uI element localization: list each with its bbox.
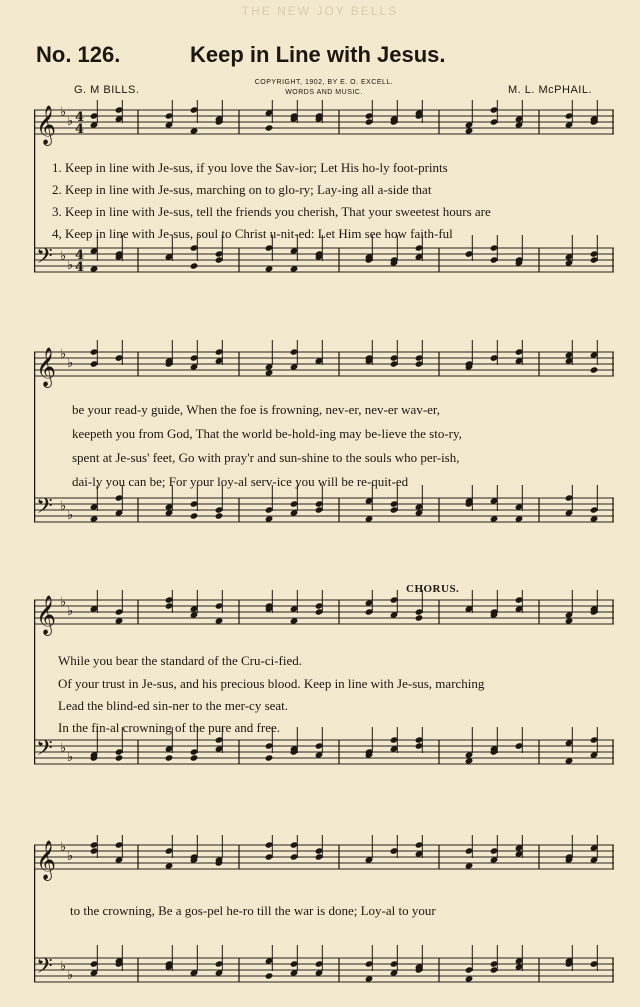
flat-icon: ♭ [67, 258, 74, 273]
lyric-line-verse-2: 2. Keep in line with Je-sus, marching on to glo-ry; Lay-ing all a-side that [52, 182, 432, 197]
bass-clef-icon: 𝄢 [36, 736, 53, 766]
copyright-line: COPYRIGHT, 1902, BY E. O. EXCELL. [254, 79, 394, 86]
flat-icon: ♭ [67, 356, 74, 371]
music-system-4 [34, 835, 614, 1007]
running-header: THE NEW JOY BELLS [241, 4, 399, 18]
note-head [215, 512, 224, 519]
bass-clef-icon: 𝄢 [36, 494, 53, 524]
treble-clef-icon: 𝄞 [36, 347, 57, 387]
flat-icon: ♭ [60, 595, 67, 610]
time-signature: 4 [75, 122, 85, 137]
flat-icon: ♭ [60, 959, 67, 974]
bass-clef-icon: 𝄢 [36, 954, 53, 984]
lyric-line-verse-3: spent at Je-sus' feet, Go with pray'r and sun-shine to the souls who per-ish, [72, 450, 460, 465]
time-signature: 4 [75, 248, 85, 263]
hymn-title: Keep in Line with Jesus. [190, 42, 446, 67]
lyric-line-chorus: to the crowning, Be a gos-pel he-ro till the war is done; Loy-al to your [70, 903, 436, 918]
flat-icon: ♭ [67, 849, 74, 864]
treble-staff [34, 110, 614, 134]
flat-icon: ♭ [60, 840, 67, 855]
flat-icon: ♭ [60, 741, 67, 756]
lyric-line-verse-1: 1. Keep in line with Je-sus, if you love the Sav-ior; Let His ho-ly foot-prints [52, 160, 448, 175]
lyric-line-verse-2: Of your trust in Je-sus, and his precious blood. Keep in line with Je-sus, marching [58, 676, 485, 691]
lyric-line-verse-4: dai-ly you can be; For your loy-al serv-ice you will be re-quit-ed [72, 474, 409, 489]
music-system-3 [34, 583, 614, 800]
time-signature: 4 [75, 110, 85, 125]
lyric-line-verse-1: While you bear the standard of the Cru-ci-fied. [58, 653, 303, 668]
treble-clef-icon: 𝄞 [36, 105, 57, 145]
music-system-1 [34, 100, 614, 310]
flat-icon: ♭ [67, 968, 74, 983]
flat-icon: ♭ [67, 604, 74, 619]
note-head [190, 262, 199, 269]
lyric-line-verse-4: In the fin-al crowning of the pure and free. [58, 720, 280, 735]
note-head [165, 754, 174, 761]
flat-icon: ♭ [60, 105, 67, 120]
time-signature: 4 [75, 260, 85, 275]
treble-staff [34, 845, 614, 869]
chorus-label: CHORUS. [406, 583, 460, 595]
bass-clef-icon: 𝄢 [36, 244, 53, 274]
hymn-number: No. 126. [36, 42, 121, 67]
flat-icon: ♭ [67, 114, 74, 129]
flat-icon: ♭ [67, 750, 74, 765]
copyright-subline: WORDS AND MUSIC. [285, 89, 363, 96]
bass-staff [34, 498, 614, 522]
note-head [265, 754, 274, 761]
system-3-notation [34, 590, 614, 800]
note-head [590, 366, 599, 373]
flat-icon: ♭ [60, 499, 67, 514]
lyric-line-verse-4: 4, Keep in line with Je-sus, soul to Christ u-nit-ed: Let Him see how faith-ful [52, 226, 453, 241]
flat-icon: ♭ [60, 347, 67, 362]
lyric-line-verse-1: be your read-y guide, When the foe is frowning, nev-er, nev-er wav-er, [72, 402, 440, 417]
note-head [265, 124, 274, 131]
flat-icon: ♭ [60, 249, 67, 264]
music-system-2 [34, 340, 614, 560]
treble-clef-icon: 𝄞 [36, 595, 57, 635]
lyric-line-verse-3: 3. Keep in line with Je-sus, tell the friends you cherish, That your sweetest hours are [52, 204, 491, 219]
note-head [265, 972, 274, 979]
system-4-notation [34, 835, 614, 1007]
copyright-notice [236, 78, 412, 98]
lyric-line-verse-3: Lead the blind-ed sin-ner to the mer-cy seat. [58, 698, 289, 713]
flat-icon: ♭ [67, 508, 74, 523]
composer-credit: M. L. McPHAIL. [508, 84, 593, 96]
note-head [190, 754, 199, 761]
treble-clef-icon: 𝄞 [36, 840, 57, 880]
note-head [115, 754, 124, 761]
note-head [415, 614, 424, 621]
note-head [190, 512, 199, 519]
lyric-line-verse-2: keepeth you from God, That the world be-hold-ing may be-lieve the sto-ry, [72, 426, 462, 441]
lyricist-credit: G. M BILLS. [74, 84, 140, 96]
